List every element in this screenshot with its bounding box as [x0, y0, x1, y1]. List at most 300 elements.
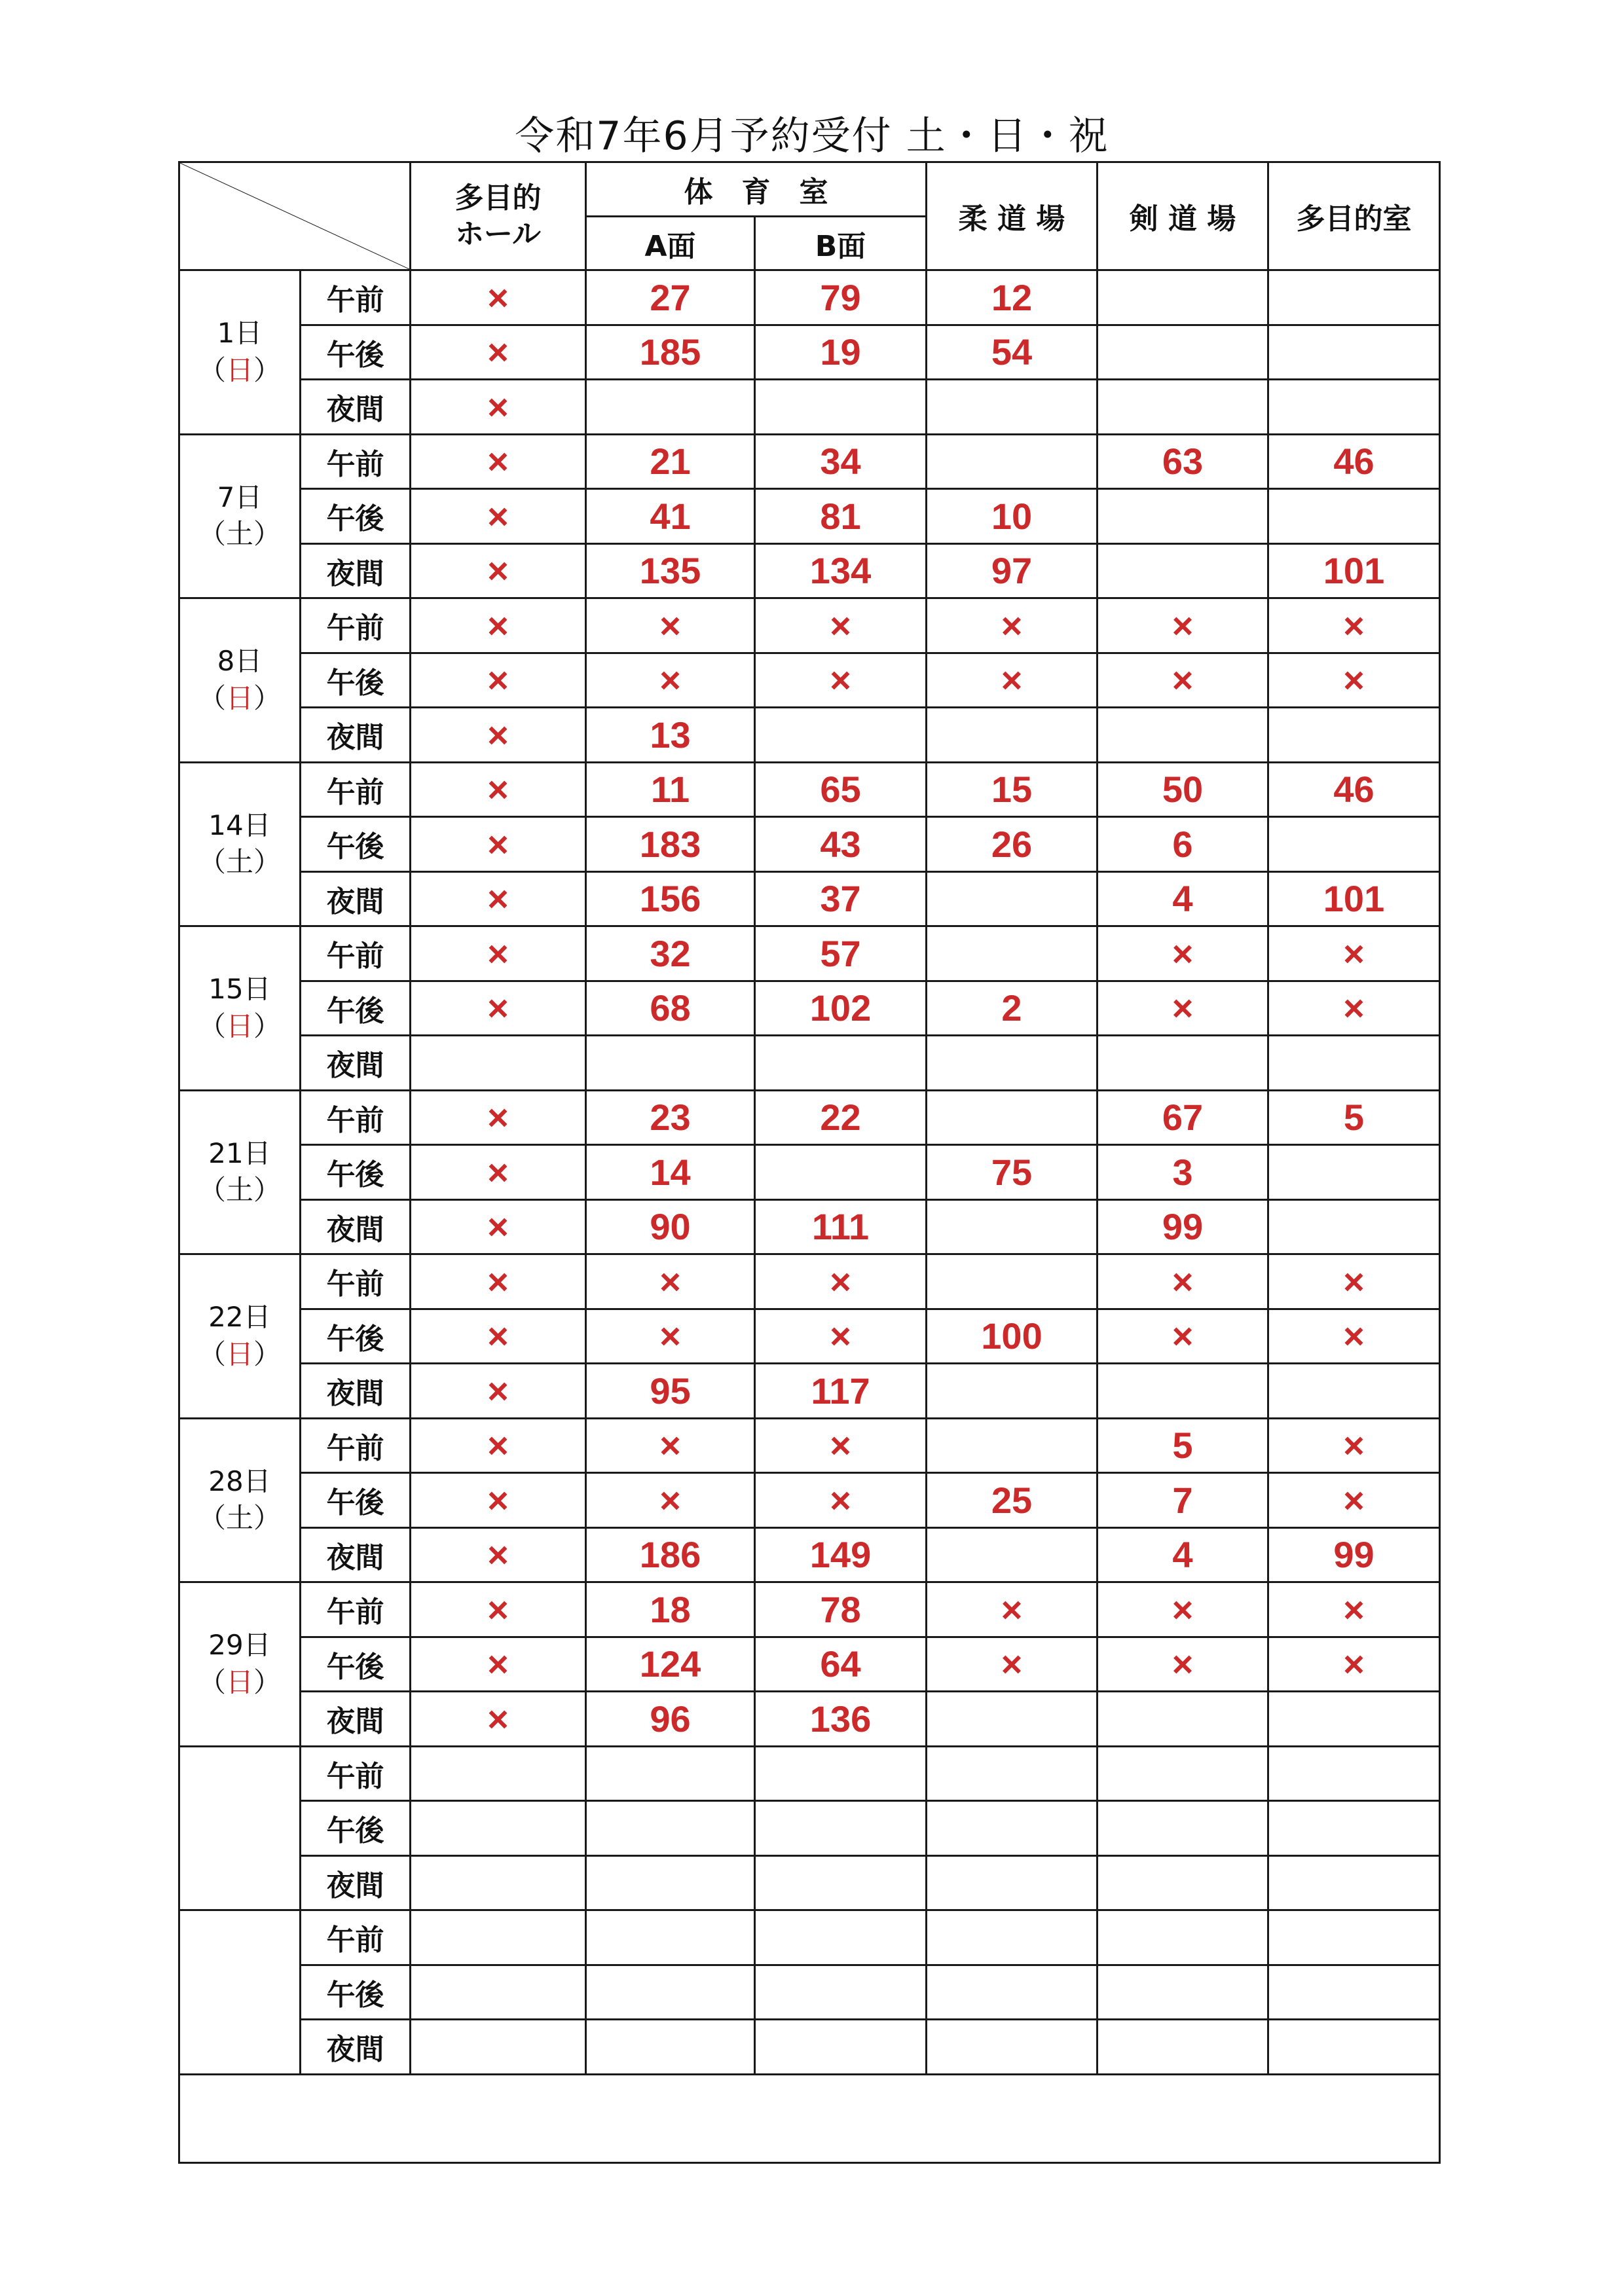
cell-judo: 75 — [927, 1145, 1098, 1200]
cell-hall: × — [411, 380, 586, 435]
cell-gym-a: 11 — [586, 762, 755, 817]
time-slot-label: 夜間 — [301, 380, 411, 435]
reservation-table — [178, 161, 1441, 2164]
table-row — [179, 1855, 1440, 1910]
cell-gym-a — [586, 1036, 755, 1091]
cell-gym-a: 32 — [586, 926, 755, 981]
date-cell — [179, 762, 301, 926]
cell-gym-a — [586, 380, 755, 435]
cell-gym-b: × — [755, 653, 927, 708]
corner-cell — [179, 162, 411, 270]
cell-judo: 100 — [927, 1309, 1098, 1364]
day-of-week-label: 日 — [225, 682, 253, 714]
day-of-week: （日） — [198, 1010, 282, 1042]
time-slot-label: 午前 — [301, 926, 411, 981]
cell-kendo: × — [1098, 1637, 1268, 1692]
date-label: 14日 — [208, 809, 271, 841]
time-slot-label: 午後 — [301, 1309, 411, 1364]
cell-kendo: × — [1098, 981, 1268, 1036]
cell-multi-room — [1268, 1036, 1440, 1091]
table-row — [179, 2020, 1440, 2075]
cell-judo — [927, 1036, 1098, 1091]
table-row — [179, 1637, 1440, 1692]
time-slot-label: 午前 — [301, 434, 411, 489]
cell-judo: 15 — [927, 762, 1098, 817]
cell-hall: × — [411, 1309, 586, 1364]
day-of-week: （土） — [198, 518, 282, 551]
cell-judo: 25 — [927, 1473, 1098, 1528]
time-slot-label: 夜間 — [301, 1527, 411, 1582]
cell-kendo — [1098, 270, 1268, 325]
cell-multi-room: × — [1268, 1254, 1440, 1309]
cell-hall — [411, 1965, 586, 2020]
cell-judo — [927, 708, 1098, 763]
cell-gym-b: 34 — [755, 434, 927, 489]
day-of-week-label: 日 — [225, 354, 253, 386]
time-slot-label: 午前 — [301, 1418, 411, 1473]
cell-hall — [411, 1036, 586, 1091]
cell-gym-b — [755, 1965, 927, 2020]
table-row — [179, 1582, 1440, 1637]
cell-gym-a — [586, 1746, 755, 1801]
cell-gym-a: 18 — [586, 1582, 755, 1637]
cell-hall: × — [411, 1473, 586, 1528]
time-slot-label: 夜間 — [301, 543, 411, 598]
cell-kendo — [1098, 708, 1268, 763]
cell-gym-a: 185 — [586, 325, 755, 380]
cell-judo — [927, 1801, 1098, 1856]
time-slot-label: 午前 — [301, 598, 411, 653]
cell-hall: × — [411, 871, 586, 926]
cell-multi-room — [1268, 325, 1440, 380]
cell-multi-room — [1268, 1145, 1440, 1200]
cell-kendo — [1098, 1036, 1268, 1091]
cell-hall: × — [411, 1582, 586, 1637]
cell-kendo: × — [1098, 1582, 1268, 1637]
cell-hall: × — [411, 1418, 586, 1473]
header-kendo: 剣 道 場 — [1098, 162, 1268, 270]
time-slot-label: 午後 — [301, 1965, 411, 2020]
cell-hall: × — [411, 598, 586, 653]
day-of-week-label: 土 — [225, 518, 253, 551]
cell-gym-b — [755, 1145, 927, 1200]
time-slot-label: 夜間 — [301, 1855, 411, 1910]
table-row — [179, 489, 1440, 544]
date-label: 28日 — [208, 1465, 271, 1497]
cell-multi-room — [1268, 708, 1440, 763]
header-gym-b: B面 — [755, 217, 927, 270]
cell-kendo: 63 — [1098, 434, 1268, 489]
cell-judo: × — [927, 598, 1098, 653]
time-slot-label: 夜間 — [301, 2020, 411, 2075]
cell-gym-b: × — [755, 1473, 927, 1528]
cell-gym-a: × — [586, 1473, 755, 1528]
cell-judo — [927, 1965, 1098, 2020]
cell-multi-room — [1268, 1692, 1440, 1747]
table-row — [179, 1473, 1440, 1528]
table-row — [179, 1309, 1440, 1364]
cell-hall — [411, 2020, 586, 2075]
cell-gym-b: 57 — [755, 926, 927, 981]
cell-kendo: × — [1098, 926, 1268, 981]
cell-kendo: 67 — [1098, 1090, 1268, 1145]
cell-kendo: 4 — [1098, 1527, 1268, 1582]
time-slot-label: 午後 — [301, 1801, 411, 1856]
cell-gym-b: 78 — [755, 1582, 927, 1637]
cell-kendo: 50 — [1098, 762, 1268, 817]
cell-kendo: 99 — [1098, 1199, 1268, 1254]
corner-diagonal — [180, 163, 409, 269]
cell-gym-a: 21 — [586, 434, 755, 489]
time-slot-label: 午後 — [301, 1637, 411, 1692]
table-row — [179, 1199, 1440, 1254]
cell-judo — [927, 1855, 1098, 1910]
cell-judo: 54 — [927, 325, 1098, 380]
time-slot-label: 午後 — [301, 653, 411, 708]
cell-kendo: 5 — [1098, 1418, 1268, 1473]
time-slot-label: 午後 — [301, 1145, 411, 1200]
cell-judo: 26 — [927, 817, 1098, 872]
cell-hall: × — [411, 489, 586, 544]
table-row — [179, 1036, 1440, 1091]
cell-gym-a: × — [586, 653, 755, 708]
cell-judo — [927, 1364, 1098, 1419]
cell-multi-room — [1268, 380, 1440, 435]
table-row — [179, 325, 1440, 380]
table-row — [179, 871, 1440, 926]
cell-hall: × — [411, 1364, 586, 1419]
cell-gym-a — [586, 1855, 755, 1910]
date-label: 7日 — [217, 481, 263, 513]
cell-gym-b: 43 — [755, 817, 927, 872]
header-hall — [411, 162, 586, 270]
cell-gym-b: 102 — [755, 981, 927, 1036]
cell-gym-a: 96 — [586, 1692, 755, 1747]
cell-judo: × — [927, 1637, 1098, 1692]
time-slot-label: 午前 — [301, 1910, 411, 1965]
cell-kendo — [1098, 1364, 1268, 1419]
cell-multi-room — [1268, 270, 1440, 325]
cell-gym-a: 186 — [586, 1527, 755, 1582]
day-of-week: （日） — [198, 1338, 282, 1370]
cell-gym-b: 64 — [755, 1637, 927, 1692]
cell-hall: × — [411, 434, 586, 489]
cell-gym-b — [755, 1910, 927, 1965]
cell-hall: × — [411, 270, 586, 325]
table-row — [179, 1364, 1440, 1419]
table-row — [179, 1418, 1440, 1473]
cell-judo — [927, 1418, 1098, 1473]
cell-multi-room — [1268, 1910, 1440, 1965]
table-row — [179, 1746, 1440, 1801]
page-title: 令和7年6月予約受付 土・日・祝 — [515, 113, 1109, 159]
time-slot-label: 午前 — [301, 1746, 411, 1801]
day-of-week: （日） — [198, 1666, 282, 1698]
cell-judo — [927, 871, 1098, 926]
cell-judo — [927, 1910, 1098, 1965]
cell-gym-b: 65 — [755, 762, 927, 817]
cell-gym-b: 111 — [755, 1199, 927, 1254]
time-slot-label: 午後 — [301, 325, 411, 380]
cell-gym-a: 124 — [586, 1637, 755, 1692]
cell-kendo — [1098, 1855, 1268, 1910]
day-of-week: （土） — [198, 846, 282, 879]
cell-hall: × — [411, 543, 586, 598]
time-slot-label: 午前 — [301, 270, 411, 325]
cell-multi-room: × — [1268, 1582, 1440, 1637]
table-row — [179, 543, 1440, 598]
table-row — [179, 1910, 1440, 1965]
table-row — [179, 434, 1440, 489]
cell-gym-a — [586, 2020, 755, 2075]
cell-gym-b: 134 — [755, 543, 927, 598]
cell-gym-a: 135 — [586, 543, 755, 598]
cell-gym-b — [755, 2020, 927, 2075]
cell-hall: × — [411, 762, 586, 817]
day-of-week-label: 日 — [225, 1010, 253, 1042]
cell-hall: × — [411, 1145, 586, 1200]
cell-gym-b — [755, 1855, 927, 1910]
time-slot-label: 午前 — [301, 1254, 411, 1309]
cell-gym-b: 136 — [755, 1692, 927, 1747]
table-row — [179, 1254, 1440, 1309]
cell-hall — [411, 1746, 586, 1801]
cell-hall: × — [411, 1692, 586, 1747]
cell-gym-b: 79 — [755, 270, 927, 325]
cell-gym-b: 117 — [755, 1364, 927, 1419]
cell-gym-a: 95 — [586, 1364, 755, 1419]
table-row — [179, 1090, 1440, 1145]
table-row — [179, 270, 1440, 325]
cell-kendo — [1098, 380, 1268, 435]
table-row — [179, 1965, 1440, 2020]
cell-judo — [927, 1199, 1098, 1254]
cell-gym-a: × — [586, 1254, 755, 1309]
cell-gym-a: × — [586, 1309, 755, 1364]
cell-hall: × — [411, 653, 586, 708]
cell-gym-b: × — [755, 598, 927, 653]
cell-multi-room: 101 — [1268, 543, 1440, 598]
table-row — [179, 1145, 1440, 1200]
table-row — [179, 380, 1440, 435]
cell-multi-room: × — [1268, 1473, 1440, 1528]
cell-multi-room: × — [1268, 598, 1440, 653]
cell-hall: × — [411, 1527, 586, 1582]
cell-judo — [927, 1527, 1098, 1582]
cell-kendo — [1098, 1965, 1268, 2020]
date-cell — [179, 1254, 301, 1419]
cell-kendo — [1098, 1746, 1268, 1801]
cell-multi-room: × — [1268, 926, 1440, 981]
cell-gym-a: 14 — [586, 1145, 755, 1200]
cell-gym-a — [586, 1910, 755, 1965]
day-of-week-label: 日 — [225, 1666, 253, 1698]
cell-multi-room: 46 — [1268, 762, 1440, 817]
date-cell — [179, 598, 301, 763]
date-cell — [179, 1090, 301, 1254]
cell-kendo: 3 — [1098, 1145, 1268, 1200]
table-row — [179, 926, 1440, 981]
cell-multi-room: 46 — [1268, 434, 1440, 489]
cell-hall: × — [411, 708, 586, 763]
cell-judo: × — [927, 653, 1098, 708]
cell-judo: 10 — [927, 489, 1098, 544]
cell-multi-room: × — [1268, 1418, 1440, 1473]
cell-multi-room — [1268, 1746, 1440, 1801]
time-slot-label: 午後 — [301, 981, 411, 1036]
cell-gym-b: × — [755, 1309, 927, 1364]
header-multi-room: 多目的室 — [1268, 162, 1440, 270]
cell-gym-a: 13 — [586, 708, 755, 763]
date-cell — [179, 1910, 301, 2075]
cell-hall: × — [411, 1090, 586, 1145]
time-slot-label: 午後 — [301, 1473, 411, 1528]
day-of-week: （日） — [198, 682, 282, 714]
cell-hall: × — [411, 817, 586, 872]
cell-judo: 97 — [927, 543, 1098, 598]
day-of-week-label: 土 — [225, 1502, 253, 1535]
table-row — [179, 653, 1440, 708]
time-slot-label: 午後 — [301, 817, 411, 872]
table-row — [179, 708, 1440, 763]
cell-multi-room: × — [1268, 981, 1440, 1036]
day-of-week: （土） — [198, 1174, 282, 1207]
header-gym-a: A面 — [586, 217, 755, 270]
cell-hall — [411, 1855, 586, 1910]
cell-kendo — [1098, 1801, 1268, 1856]
cell-gym-b: 22 — [755, 1090, 927, 1145]
cell-gym-a — [586, 1801, 755, 1856]
cell-kendo — [1098, 1910, 1268, 1965]
cell-multi-room: 101 — [1268, 871, 1440, 926]
header-gym: 体 育 室 — [586, 162, 927, 217]
cell-judo: 12 — [927, 270, 1098, 325]
cell-judo: 2 — [927, 981, 1098, 1036]
cell-gym-a: 68 — [586, 981, 755, 1036]
cell-gym-b — [755, 1746, 927, 1801]
date-cell — [179, 1746, 301, 1910]
header-hall-line1: 多目的 — [454, 181, 542, 215]
cell-judo — [927, 2020, 1098, 2075]
date-label: 22日 — [208, 1301, 271, 1334]
cell-gym-a: 23 — [586, 1090, 755, 1145]
cell-gym-b: 19 — [755, 325, 927, 380]
footer-blank-row — [179, 2074, 1440, 2162]
day-of-week: （土） — [198, 1502, 282, 1535]
date-label: 8日 — [217, 645, 263, 678]
table-row — [179, 1801, 1440, 1856]
time-slot-label: 夜間 — [301, 1364, 411, 1419]
day-of-week-label: 土 — [225, 846, 253, 879]
cell-multi-room — [1268, 2020, 1440, 2075]
date-label: 1日 — [217, 317, 263, 350]
cell-gym-a — [586, 1965, 755, 2020]
cell-kendo: 7 — [1098, 1473, 1268, 1528]
cell-gym-a: × — [586, 598, 755, 653]
cell-hall — [411, 1910, 586, 1965]
cell-multi-room — [1268, 1199, 1440, 1254]
cell-kendo: 4 — [1098, 871, 1268, 926]
cell-kendo: × — [1098, 1254, 1268, 1309]
cell-multi-room: 5 — [1268, 1090, 1440, 1145]
date-cell — [179, 434, 301, 598]
time-slot-label: 午前 — [301, 762, 411, 817]
date-cell — [179, 926, 301, 1091]
time-slot-label: 夜間 — [301, 1199, 411, 1254]
schedule-body — [179, 270, 1440, 2075]
day-of-week: （日） — [198, 354, 282, 386]
cell-gym-a: × — [586, 1418, 755, 1473]
cell-hall: × — [411, 981, 586, 1036]
date-cell — [179, 1418, 301, 1582]
time-slot-label: 夜間 — [301, 1036, 411, 1091]
cell-multi-room — [1268, 817, 1440, 872]
table-row — [179, 1692, 1440, 1747]
date-label: 15日 — [208, 973, 271, 1006]
cell-multi-room: 99 — [1268, 1527, 1440, 1582]
time-slot-label: 午前 — [301, 1090, 411, 1145]
cell-multi-room — [1268, 489, 1440, 544]
date-label: 29日 — [208, 1629, 271, 1662]
cell-kendo: × — [1098, 653, 1268, 708]
cell-hall: × — [411, 1637, 586, 1692]
cell-judo — [927, 434, 1098, 489]
cell-judo — [927, 380, 1098, 435]
cell-gym-b — [755, 708, 927, 763]
cell-judo — [927, 1746, 1098, 1801]
cell-judo — [927, 926, 1098, 981]
cell-kendo — [1098, 2020, 1268, 2075]
table-row — [179, 598, 1440, 653]
cell-multi-room — [1268, 1364, 1440, 1419]
table-row — [179, 981, 1440, 1036]
date-cell — [179, 1582, 301, 1747]
cell-gym-b: 81 — [755, 489, 927, 544]
cell-gym-a: 27 — [586, 270, 755, 325]
cell-hall: × — [411, 1199, 586, 1254]
time-slot-label: 夜間 — [301, 708, 411, 763]
cell-multi-room — [1268, 1965, 1440, 2020]
cell-multi-room — [1268, 1855, 1440, 1910]
cell-kendo: × — [1098, 1309, 1268, 1364]
day-of-week-label: 土 — [225, 1174, 253, 1207]
time-slot-label: 午後 — [301, 489, 411, 544]
table-row — [179, 1527, 1440, 1582]
cell-gym-b — [755, 1801, 927, 1856]
cell-judo — [927, 1692, 1098, 1747]
cell-gym-b: 149 — [755, 1527, 927, 1582]
cell-kendo — [1098, 489, 1268, 544]
cell-gym-a: 156 — [586, 871, 755, 926]
header-hall-line2: ホール — [454, 217, 542, 251]
cell-kendo — [1098, 543, 1268, 598]
cell-kendo: 6 — [1098, 817, 1268, 872]
cell-gym-b: × — [755, 1254, 927, 1309]
cell-multi-room: × — [1268, 653, 1440, 708]
day-of-week-label: 日 — [225, 1338, 253, 1370]
cell-judo — [927, 1254, 1098, 1309]
header-judo: 柔 道 場 — [927, 162, 1098, 270]
cell-gym-b — [755, 380, 927, 435]
cell-judo — [927, 1090, 1098, 1145]
cell-hall: × — [411, 325, 586, 380]
cell-kendo — [1098, 325, 1268, 380]
cell-gym-a: 41 — [586, 489, 755, 544]
cell-kendo — [1098, 1692, 1268, 1747]
table-row — [179, 817, 1440, 872]
cell-multi-room: × — [1268, 1309, 1440, 1364]
cell-gym-b — [755, 1036, 927, 1091]
